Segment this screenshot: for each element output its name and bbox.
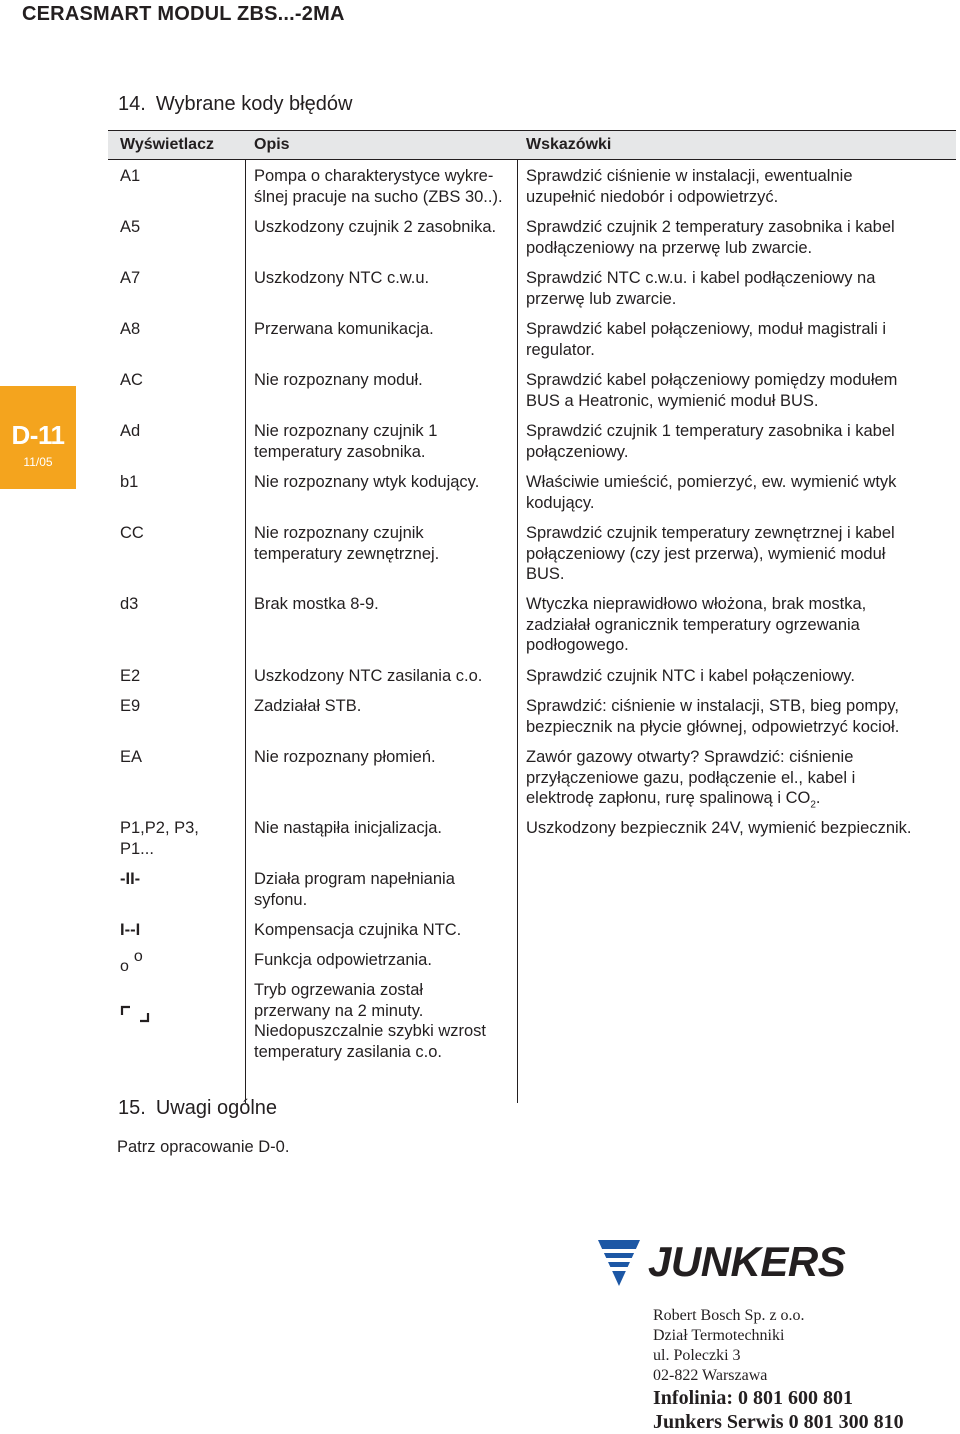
error-hint-end: .	[815, 789, 821, 807]
error-codes-table	[108, 130, 956, 1103]
error-description: Tryb ogrzewania został przerwany na 2 minuty. Niedopuszczalnie szybki wzrost temperatury zasilania c.o.	[254, 981, 487, 1061]
section-side-tab	[0, 386, 76, 489]
error-description: Nie rozpoznany czujnik temperatury zewnętrznej.	[254, 524, 440, 563]
header-description: Opis	[254, 136, 290, 153]
address-line: Robert Bosch Sp. z o.o.	[653, 1307, 805, 1324]
table-body	[108, 160, 956, 1103]
service-number: Junkers Serwis 0 801 300 810	[653, 1411, 904, 1433]
error-hint: Sprawdzić czujnik 2 temperatury zasobnika i kabel podłączeniowy na przerwę lub zwarcie.	[526, 218, 895, 257]
company-address	[653, 1306, 904, 1434]
error-hint: Sprawdzić kabel połączeniowy pomiędzy modułem BUS a Heatronic, wymienić moduł BUS.	[526, 371, 898, 410]
error-description: Pompa o charakterystyce wykre- ślnej pracuje na sucho (ZBS 30..).	[254, 167, 503, 206]
error-hint: Wtyczka nieprawidłowo włożona, brak mostka, zadziałał ogranicznik temperatury ogrzewania podłogowego.	[526, 595, 867, 654]
error-description: Przerwana komunikacja.	[254, 320, 434, 338]
address-line: 02-822 Warszawa	[653, 1367, 768, 1384]
section-15-heading	[118, 1097, 277, 1120]
table-header-row	[108, 130, 956, 160]
document-header-title: CERASMART MODUL ZBS...-2MA	[22, 3, 345, 25]
address-line: Dział Termotechniki	[653, 1327, 785, 1344]
error-code: AC	[120, 371, 143, 389]
general-notes-text: Patrz opracowanie D-0.	[117, 1138, 290, 1156]
error-description: Działa program napełniania syfonu.	[254, 870, 455, 909]
error-code: I--I	[120, 921, 141, 939]
error-description: Nie rozpoznany płomień.	[254, 748, 436, 766]
heating-interrupt-symbol	[120, 980, 242, 1032]
error-code: d3	[120, 595, 139, 613]
error-code: Ad	[120, 422, 141, 440]
error-hint: Właściwie umieścić, pomierzyć, ew. wymienić wtyk kodujący.	[526, 473, 897, 512]
error-description: Nie rozpoznany moduł.	[254, 371, 423, 389]
vent-symbol: oo	[120, 948, 143, 975]
error-code: A7	[120, 269, 141, 287]
error-hint: Sprawdzić: ciśnienie w instalacji, STB, bieg pompy, bezpiecznik na płycie głównej, odpowietrzyć kocioł.	[526, 697, 900, 736]
column-divider	[245, 160, 246, 1103]
error-hint: Sprawdzić czujnik 1 temperatury zasobnika i kabel połączeniowy.	[526, 422, 895, 461]
error-code: b1	[120, 473, 139, 491]
error-description: Zadziałał STB.	[254, 697, 362, 715]
error-code: A8	[120, 320, 141, 338]
error-hint: Sprawdzić czujnik temperatury zewnętrznej i kabel połączeniowy (czy jest przerwa), wymienić moduł BUS.	[526, 524, 895, 583]
error-code: E2	[120, 667, 141, 685]
error-description: Uszkodzony czujnik 2 zasobnika.	[254, 218, 497, 236]
header-display: Wyświetlacz	[120, 136, 214, 153]
section-14-title: Wybrane kody błędów	[155, 93, 353, 115]
junkers-logo	[598, 1240, 640, 1293]
hotline-number: Infolinia: 0 801 600 801	[653, 1387, 854, 1409]
subscript-2: 2	[810, 799, 816, 811]
section-14-heading	[118, 93, 352, 116]
address-line: ul. Poleczki 3	[653, 1347, 741, 1364]
section-15-number: 15.	[118, 1097, 146, 1119]
error-description: Nie rozpoznany czujnik 1 temperatury zasobnika.	[254, 422, 438, 461]
error-code: A1	[120, 167, 141, 185]
error-description: Brak mostka 8-9.	[254, 595, 379, 613]
error-hint: Sprawdzić NTC c.w.u. i kabel podłączeniowy na przerwę lub zwarcie.	[526, 269, 876, 308]
error-description: Funkcja odpowietrzania.	[254, 951, 432, 969]
error-hint	[526, 747, 954, 816]
error-code: EA	[120, 748, 143, 766]
error-code: P1,P2, P3, P1...	[120, 819, 199, 858]
section-14-number: 14.	[118, 93, 146, 115]
error-hint-text: Zawór gazowy otwarty? Sprawdzić: ciśnienie przyłączeniowe gazu, podłączenie el., kabel i elektrodę zapłonu, rurę spalinową i CO	[526, 748, 856, 807]
side-tab-code: D-11	[11, 420, 65, 450]
error-code: A5	[120, 218, 141, 236]
error-code: CC	[120, 524, 144, 542]
error-code: E9	[120, 697, 141, 715]
error-hint: Sprawdzić czujnik NTC i kabel połączeniowy.	[526, 667, 855, 685]
error-description: Uszkodzony NTC zasilania c.o.	[254, 667, 483, 685]
error-description: Uszkodzony NTC c.w.u.	[254, 269, 430, 287]
error-hint: Sprawdzić kabel połączeniowy, moduł magistrali i regulator.	[526, 320, 887, 359]
brand-wordmark: JUNKERS	[648, 1238, 846, 1285]
error-code: -II-	[120, 870, 141, 888]
error-description: Nie nastąpiła inicjalizacja.	[254, 819, 443, 837]
section-15-title: Uwagi ogólne	[155, 1097, 278, 1119]
header-hints: Wskazówki	[526, 136, 612, 153]
error-description: Nie rozpoznany wtyk kodujący.	[254, 473, 480, 491]
side-tab-date: 11/05	[23, 455, 53, 469]
column-divider	[517, 160, 518, 1103]
error-hint: Sprawdzić ciśnienie w instalacji, ewentualnie uzupełnić niedobór i odpowietrzyć.	[526, 167, 853, 206]
error-description: Kompensacja czujnika NTC.	[254, 921, 462, 939]
error-hint: Uszkodzony bezpiecznik 24V, wymienić bezpiecznik.	[526, 819, 912, 837]
junkers-logo-icon	[598, 1240, 640, 1288]
